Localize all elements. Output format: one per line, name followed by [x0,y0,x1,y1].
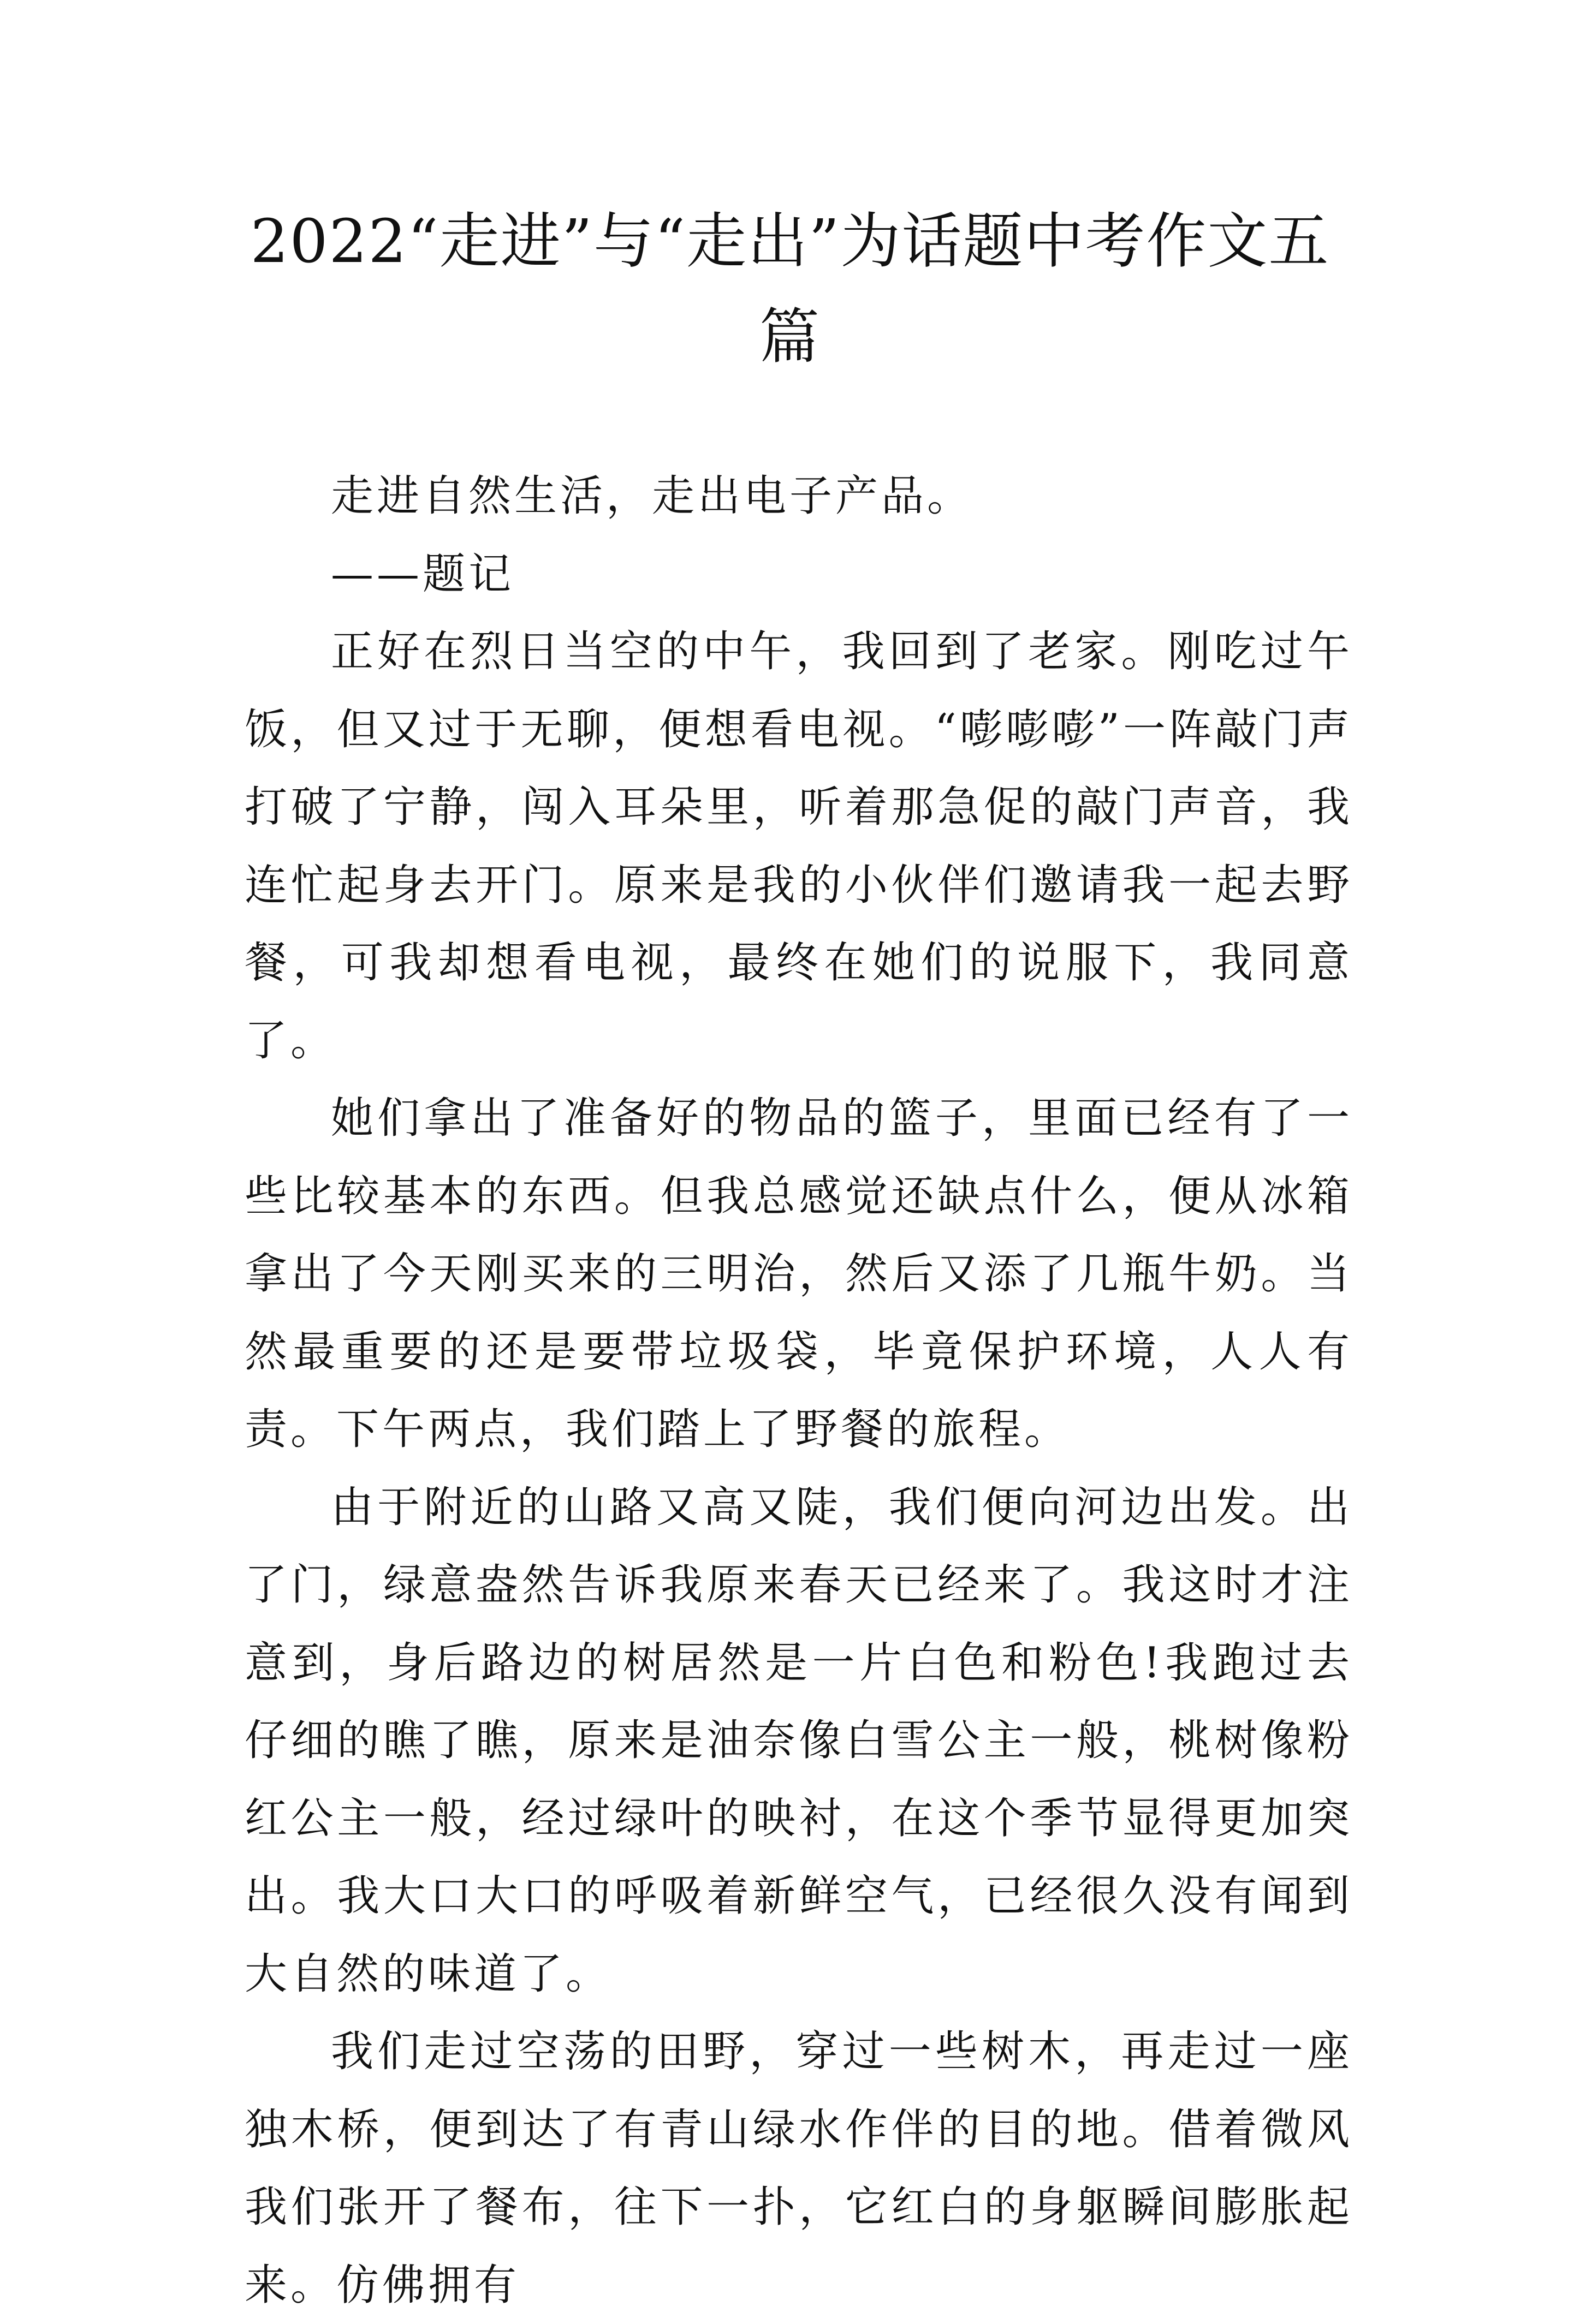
epigraph-line: 走进自然生活，走出电子产品。 [331,472,973,521]
body-paragraph: 由于附近的山路又高又陡，我们便向河边出发。出了门，绿意盎然告诉我原来春天已经来了。我这时才注意到，身后路边的树居然是一片白色和粉色!我跑过去仔细的瞧了瞧，原来是油奈像白雪公主一般，桃树像粉红公主一般，经过绿叶的映衬，在这个季节显得更加突出。我大口大口的呼吸着新鲜空气，已经很久没有闻到大自然的味道了。 [245,1482,1353,1999]
body-paragraph: 她们拿出了准备好的物品的篮子，里面已经有了一些比较基本的东西。但我总感觉还缺点什么，便从冰箱拿出了今天刚买来的三明治，然后又添了几瓶牛奶。当然最重要的还是要带垃圾袋，毕竟保护环境，人人有责。下午两点，我们踏上了野餐的旅程。 [245,1094,1353,1454]
body-paragraph: 正好在烈日当空的中午，我回到了老家。刚吃过午饭，但又过于无聊，便想看电视。“嘭嘭嘭”一阵敲门声打破了宁静，闯入耳朵里，听着那急促的敲门声音，我连忙起身去开门。原来是我的小伙伴们邀请我一起去野餐，可我却想看电视，最终在她们的说服下，我同意了。 [245,627,1353,1065]
epigraph-attribution: ——题记 [331,549,515,599]
body-paragraph: 我们走过空荡的田野，穿过一些树木，再走过一座独木桥，便到达了有青山绿水作伴的目的地。借着微风我们张开了餐布，往下一扑，它红白的身躯瞬间膨胀起来。仿佛拥有 [245,2027,1353,2310]
document-body [245,457,1353,2324]
document-title: 2022“走进”与“走出”为话题中考作文五篇 [250,206,1330,372]
